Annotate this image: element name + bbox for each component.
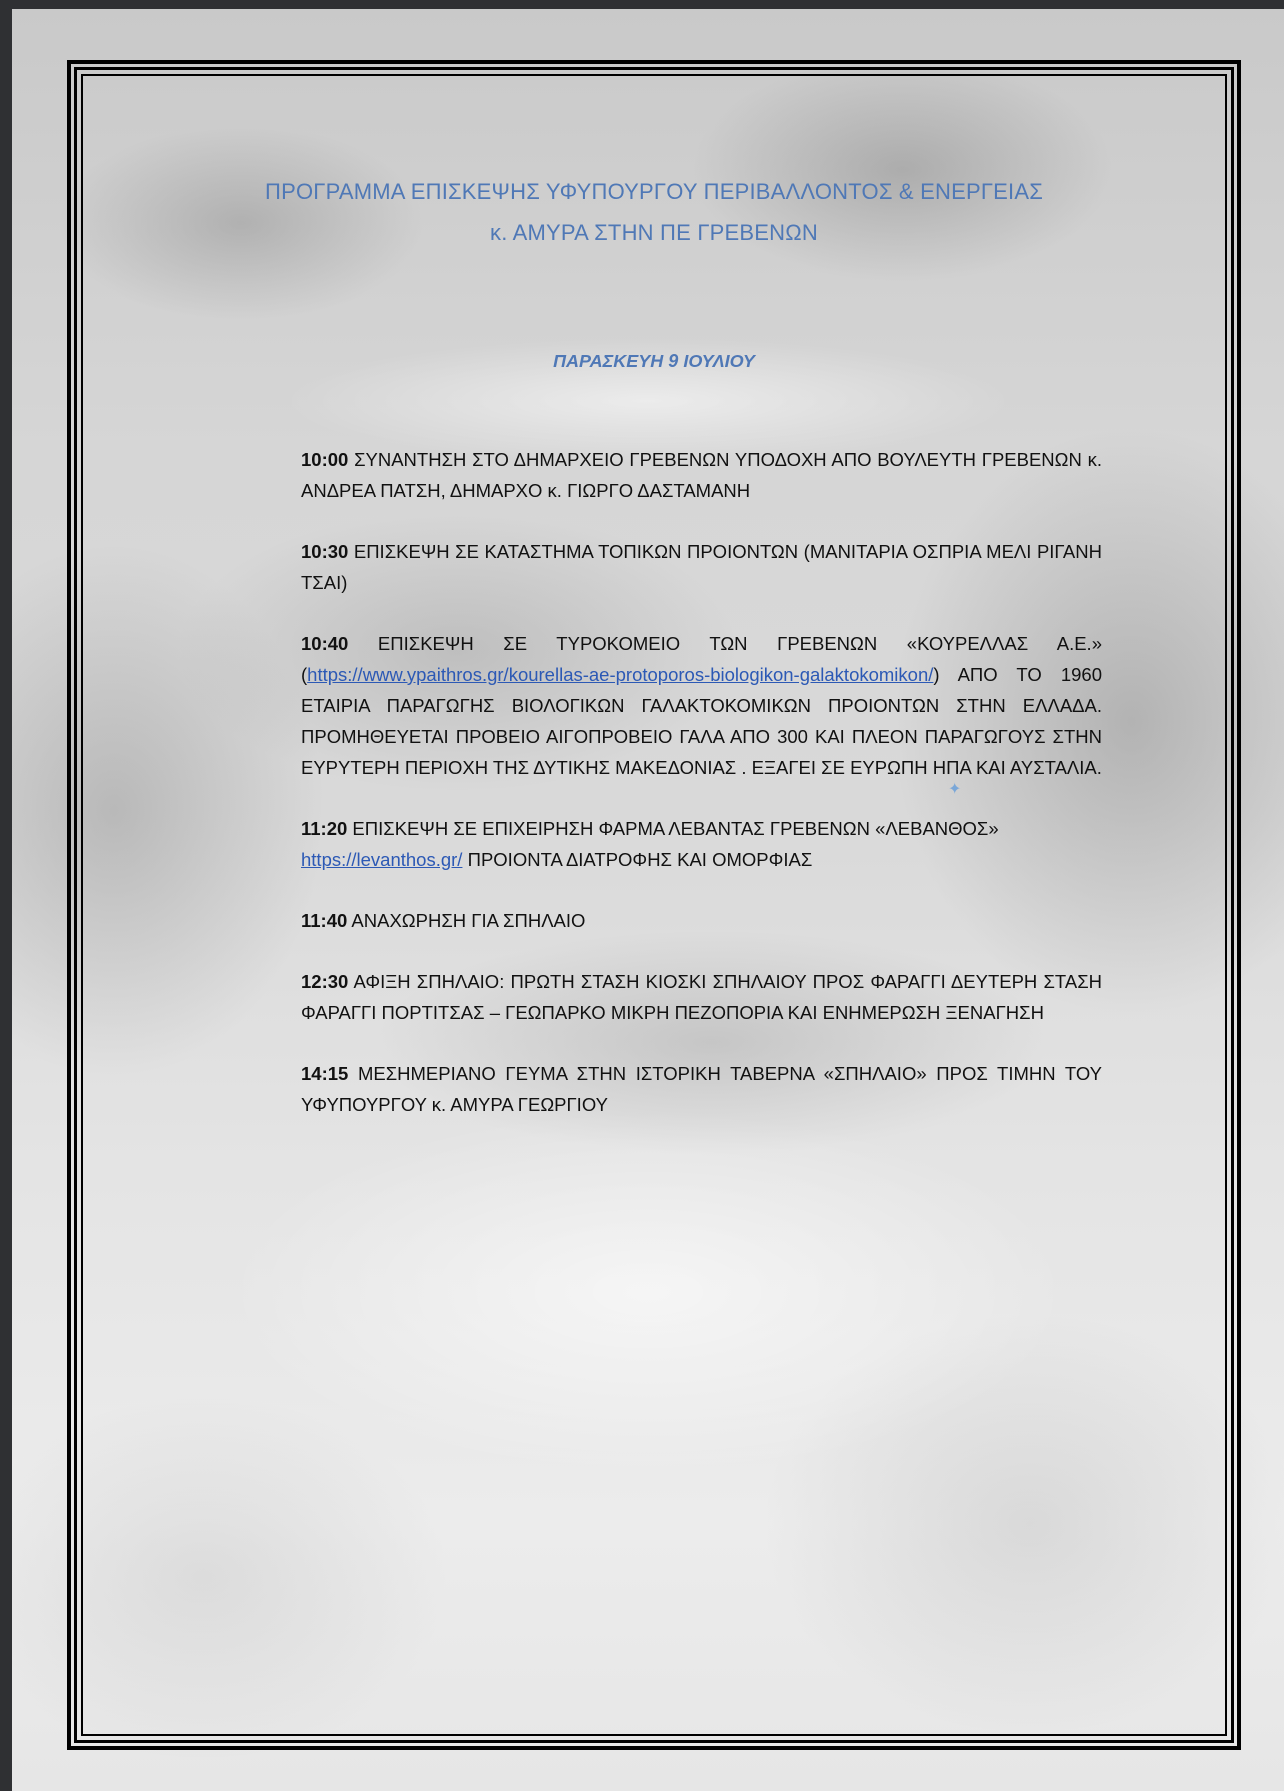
schedule-entry (301, 536, 1102, 598)
entry-time: 10:30 (301, 541, 349, 562)
schedule-entry (301, 905, 1102, 936)
entry-text: ΕΠΙΣΚΕΨΗ ΣΕ ΕΠΙΧΕΙΡΗΣΗ ΦΑΡΜΑ ΛΕΒΑΝΤΑΣ ΓΡΕΒΕΝΩΝ «ΛΕΒΑΝΘΟΣ» (347, 818, 999, 839)
entry-time: 14:15 (301, 1063, 349, 1084)
schedule-entry (301, 1058, 1102, 1120)
schedule-entry (301, 813, 1102, 875)
entry-text-after: ΠΡΟΙΟΝΤΑ ΔΙΑΤΡΟΦΗΣ ΚΑΙ ΟΜΟΡΦΙΑΣ (462, 849, 813, 870)
entry-text: ΜΕΣΗΜΕΡΙΑΝΟ ΓΕΥΜΑ ΣΤΗΝ ΙΣΤΟΡΙΚΗ ΤΑΒΕΡΝΑ «ΣΠΗΛΑΙΟ» ΠΡΟΣ ΤΙΜΗΝ ΤΟΥ ΥΦΥΠΟΥΡΓΟΥ κ. ΑΜΥΡΑ ΓΕΩΡΓΙΟΥ (301, 1063, 1102, 1115)
kourellas-link[interactable]: https://www.ypaithros.gr/kourellas-ae-protoporos-biologikon-galaktokomikon/ (307, 664, 934, 685)
entry-text: ΑΝΑΧΩΡΗΣΗ ΓΙΑ ΣΠΗΛΑΙΟ (347, 910, 586, 931)
entry-text-after: ) ΑΠΟ ΤΟ 1960 ΕΤΑΙΡΙΑ ΠΑΡΑΓΩΓΗΣ ΒΙΟΛΟΓΙΚΩΝ ΓΑΛΑΚΤΟΚΟΜΙΚΩΝ ΠΡΟΙΟΝΤΩΝ ΣΤΗΝ ΕΛΛΑΔΑ. ΠΡΟΜΗΘΕΥΕΤΑΙ ΠΡΟΒΕΙΟ ΑΙΓΟΠΡΟΒΕΙΟ ΓΑΛΑ ΑΠΟ 300 ΚΑΙ ΠΛΕΟΝ ΠΑΡΑΓΩΓΟΥΣ ΣΤΗΝ ΕΥΡΥΤΕΡΗ ΠΕΡΙΟΧΗ ΤΗΣ ΔΥΤΙΚΗΣ ΜΑΚΕΔΟΝΙΑΣ . ΕΞΑΓΕΙ ΣΕ ΕΥΡΩΠΗ ΗΠΑ ΚΑΙ ΑΥΣΤΑΛΙΑ. (301, 664, 1102, 778)
sparkle-icon: ✦ (948, 781, 962, 798)
entry-time: 10:40 (301, 633, 349, 654)
entry-time: 10:00 (301, 449, 349, 470)
entry-time: 11:20 (301, 818, 348, 839)
entry-text: ΕΠΙΣΚΕΨΗ ΣΕ ΤΥΡΟΚΟΜΕΙΟ ΤΩΝ ΓΡΕΒΕΝΩΝ «ΚΟΥΡΕΛΛΑΣ Α.Ε.» ( (301, 633, 1102, 685)
document-title-line2: κ. ΑΜΥΡΑ ΣΤΗΝ ΠΕ ΓΡΕΒΕΝΩΝ (490, 220, 818, 245)
schedule-entry (301, 966, 1102, 1028)
levanthos-link[interactable]: https://levanthos.gr/ (301, 849, 463, 870)
document-title-line1: ΠΡΟΓΡΑΜΜΑ ΕΠΙΣΚΕΨΗΣ ΥΦΥΠΟΥΡΓΟΥ ΠΕΡΙΒΑΛΛΟΝΤΟΣ & ΕΝΕΡΓΕΙΑΣ (265, 179, 1043, 204)
entry-text: ΕΠΙΣΚΕΨΗ ΣΕ ΚΑΤΑΣΤΗΜΑ ΤΟΠΙΚΩΝ ΠΡΟΙΟΝΤΩΝ (ΜΑΝΙΤΑΡΙΑ ΟΣΠΡΙΑ ΜΕΛΙ ΡΙΓΑΝΗ ΤΣΑΙ) (301, 541, 1102, 593)
schedule-entry (301, 444, 1102, 506)
schedule-list (301, 444, 1102, 1150)
entry-text: ΣΥΝΑΝΤΗΣΗ ΣΤΟ ΔΗΜΑΡΧΕΙΟ ΓΡΕΒΕΝΩΝ ΥΠΟΔΟΧΗ ΑΠΟ ΒΟΥΛΕΥΤΗ ΓΡΕΒΕΝΩΝ κ. ΑΝΔΡΕΑ ΠΑΤΣΗ, ΔΗΜΑΡΧΟ κ. ΓΙΩΡΓΟ ΔΑΣΤΑΜΑΝΗ (301, 449, 1102, 501)
entry-text: ΑΦΙΞΗ ΣΠΗΛΑΙΟ: ΠΡΩΤΗ ΣΤΑΣΗ ΚΙΟΣΚΙ ΣΠΗΛΑΙΟΥ ΠΡΟΣ ΦΑΡΑΓΓΙ ΔΕΥΤΕΡΗ ΣΤΑΣΗ ΦΑΡΑΓΓΙ ΠΟΡΤΙΤΣΑΣ – ΓΕΩΠΑΡΚΟ ΜΙΚΡΗ ΠΕΖΟΠΟΡΙΑ ΚΑΙ ΕΝΗΜΕΡΩΣΗ ΞΕΝΑΓΗΣΗ (301, 971, 1102, 1023)
entry-time: 11:40 (301, 910, 348, 931)
schedule-entry (301, 628, 1102, 783)
entry-time: 12:30 (301, 971, 349, 992)
document-page (12, 9, 1284, 1791)
schedule-date: ΠΑΡΑΣΚΕΥΗ 9 ΙΟΥΛΙΟΥ (553, 351, 755, 371)
